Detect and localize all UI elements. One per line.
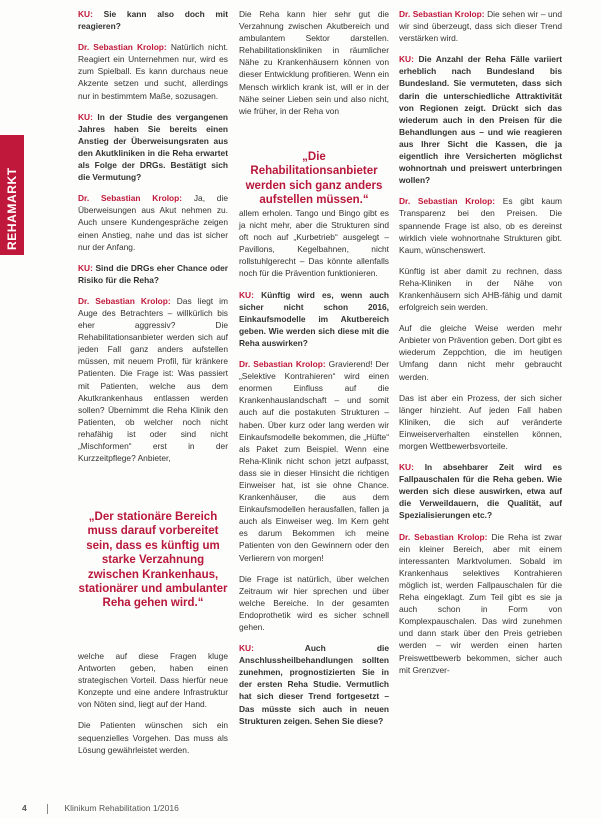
- speaker-label: Dr. Sebastian Krolop:: [239, 359, 326, 370]
- speaker-label: KU:: [78, 262, 93, 273]
- paragraph: [239, 207, 389, 280]
- paragraph: [399, 461, 562, 521]
- paragraph: [78, 719, 228, 755]
- column-1-bottom: [78, 650, 228, 765]
- paragraph-text: welche auf diese Fragen kluge Antworten geben, haben einen strategischen Vorteil. Dass hierfür neue Konzepte und eine andere Infrastruktur von Nöten sind, liegt auf der Hand.: [78, 651, 228, 710]
- paragraph-text: Künftig wird es, wenn auch sicher nicht schon 2016, Einkaufsmodelle im Akutbereich geben. Wie werden sich diese mit die Reha auswirken?: [239, 289, 389, 348]
- section-tab: [0, 135, 24, 255]
- paragraph-text: Die Patienten wünschen sich ein sequenzielles Vorgehen. Das muss als Lösung gewährleistet werden.: [78, 720, 228, 755]
- paragraph-text: Die Anzahl der Reha Fälle variiert erheblich nach Bundesland bis Bundesland. Sie vermuteten, dass sich darin die unterschiedliche Attraktivität von Regionen zeigt. Drückt sich das wiederum auch in den Preisen für die Behandlungen aus – und wie reagieren aus Ihrer Sicht die Kassen, die ja eigentlich ihre Versicherten möglichst wohnortnah und preiswert unterbringen wollen?: [399, 54, 562, 186]
- paragraph: [399, 8, 562, 44]
- footer-divider: [47, 804, 48, 814]
- paragraph: [399, 531, 562, 676]
- speaker-label: KU:: [239, 643, 254, 654]
- paragraph-text: Auf die gleiche Weise werden mehr Anbieter von Prävention geben. Dort gibt es wiederum Zeppchtion, die im heutigen Umfang dann nicht mehr gebraucht werden.: [399, 323, 562, 382]
- paragraph-text: In absehbarer Zeit wird es Fallpauschalen für die Reha geben. Wie werden sich diese auswirken, etwa auf die Verweildauern, die Qualität, auf Spezialisierungen etc.?: [399, 462, 562, 521]
- speaker-label: Dr. Sebastian Krolop:: [399, 196, 495, 207]
- paragraph-text: Auch die Anschlussheilbehandlungen sollten zunehmen, prognostizierten Sie in der ersten Reha Studie. Vermutlich hat sich dieser Trend fortgesetzt – Das müsste sich auch in neuen Strukturen zeigen. Sehen Sie diese?: [239, 643, 389, 726]
- paragraph: [399, 322, 562, 382]
- paragraph: [78, 295, 228, 464]
- paragraph: [78, 8, 228, 32]
- column-2: [239, 207, 389, 736]
- speaker-label: Dr. Sebastian Krolop:: [399, 531, 488, 542]
- section-label: REHAMARKT: [5, 167, 19, 250]
- paragraph-text: Künftig ist aber damit zu rechnen, dass Reha-Kliniken in der Nähe von Krankenhäusern sich AHB-fähig und damit erfolgreich sein werden.: [399, 265, 562, 313]
- speaker-label: Dr. Sebastian Krolop:: [78, 42, 167, 53]
- speaker-label: Dr. Sebastian Krolop:: [78, 295, 171, 306]
- speaker-label: KU:: [78, 9, 93, 19]
- paragraph: [239, 358, 389, 564]
- paragraph: [78, 650, 228, 710]
- paragraph: [239, 642, 389, 727]
- speaker-label: KU:: [399, 462, 414, 473]
- column-1: [78, 8, 228, 473]
- pull-quote-1: „Der stationäre Bereich muss darauf vorbereitet sein, dass es künftig um starke Verzahnung zwischen Krankenhaus, stationärer und ambulanter Reha gehen wird.“: [78, 511, 228, 610]
- speaker-label: Dr. Sebastian Krolop:: [399, 9, 485, 19]
- paragraph: [399, 53, 562, 186]
- speaker-label: KU:: [239, 289, 254, 300]
- paragraph-text: Gravierend! Der „Selektive Kontrahieren“ wird einen enormen Einfluss auf die Krankenhauslandschaft – und somit auch auf die postakuten Strukturen – haben. Über kurz oder lang werden wir Einkaufsmodelle bekommen, die „Hüfte“ als Paket zum Beispiel. Wenn eine Reha-Klinik nicht schon jetzt aufpasst, dass sie in dieser Hinsicht die richtigen Einweiser hat, ist sie ohne Chance. Krankenhäuser, die aus dem Einkaufsmodellen herausfallen, fallen ja auch als Einweiser weg. Im Kern geht es darum Bekommen ich meine Patienten von den Gewinnern oder den Verlierern von morgen!: [239, 359, 389, 563]
- paragraph: [239, 289, 389, 349]
- paragraph-text: Die sehen wir – und wir sind überzeugt, dass sich dieser Trend verstärken wird.: [399, 9, 562, 44]
- column-3: [399, 8, 562, 685]
- page-number: 4: [22, 803, 27, 814]
- paragraph: [78, 41, 228, 101]
- paragraph-text: Die Frage ist natürlich, über welchen Zeitraum wir hier sprechen und über welche Bereiche. In der gesamten Endoprothetik wird es sicher schnell gehen.: [239, 573, 389, 632]
- paragraph-text: Sie kann also doch mit reagieren?: [78, 9, 228, 32]
- paragraph-text: Ja, die Überweisungen aus Akut nehmen zu. Auch unsere Kundengespräche zeigen einen Anstieg, nahe und das ist sicher nur der Anfang.: [78, 193, 228, 252]
- paragraph-text: Es gibt kaum Transparenz bei den Preisen. Die spannende Frage ist also, ob es dereinst wirklich viele wohnortnahe Strukturen gibt. Kaum, wünschenswert.: [399, 196, 562, 255]
- paragraph: [78, 192, 228, 252]
- page-footer: [22, 803, 179, 814]
- column-2-top: [239, 8, 389, 126]
- paragraph: [399, 195, 562, 255]
- publication-name: Klinikum Rehabilitation 1/2016: [64, 803, 179, 814]
- paragraph-text: In der Studie des vergangenen Jahres haben Sie bereits einen Anstieg der Überweisungsraten aus den Akutkliniken in die Reha erwartet als Folge der DRGs. Bestätigt sich die Vermutung?: [78, 111, 228, 183]
- paragraph: [78, 262, 228, 286]
- paragraph-text: Natürlich nicht. Reagiert ein Unternehmen nur, wird es zum Spielball. Es kann durchaus neue Akzente setzen und sucht, allerdings nur in bestimmtem Maße, sozusagen.: [78, 42, 228, 101]
- speaker-label: KU:: [78, 111, 93, 122]
- pull-quote-2: „Die Rehabilitationsanbieter werden sich ganz anders aufstellen müssen.“: [245, 151, 383, 207]
- paragraph: [399, 392, 562, 452]
- paragraph: [239, 8, 389, 117]
- paragraph: [239, 573, 389, 633]
- speaker-label: KU:: [399, 54, 414, 65]
- paragraph-text: Sind die DRGs eher Chance oder Risiko für die Reha?: [78, 262, 228, 285]
- paragraph: [399, 265, 562, 313]
- paragraph-text: Das ist aber ein Prozess, der sich sicher länger hinzieht. Auf jeden Fall haben Kliniken, die sich auf veränderte Einweiserverhalten einstellen können, morgen Wettbewerbsvorteile.: [399, 392, 562, 451]
- paragraph-text: Die Reha kann hier sehr gut die Verzahnung zwischen Akutbereich und ambulantem Sektor darstellen. Rehabilitationskliniken in räumlicher Nähe zu Krankenhäusern können von dieser Entwicklung profitieren. Wenn ein Mensch wirklich krank ist, will er in der Nähe seiner Lieben sein und also nicht, wie früher, in der Reha von: [239, 9, 389, 116]
- paragraph: [78, 111, 228, 184]
- paragraph-text: Die Reha ist zwar ein kleiner Bereich, aber mit einem interessanten Marktvolumen. Sobald im Krankenhaus selektives Kontrahieren möglich ist, werden Fallpauschalen für die Reha eingeklagt. Zum Teil gibt es sie ja auch schon in Form von Komplexpauschalen. Das wird zunehmen und dann stark über den Preis getrieben werden – wir werden einen harten Preiswettbewerb bekommen, sicher auch mit Grenzver-: [399, 531, 562, 675]
- paragraph-text: Das liegt im Auge des Betrachters – willkürlich bis eher aggressiv? Die Rehabilitationsanbieter werden sich auf jeden Fall ganz anders aufstellen müssen, mit neuem Profil, für kränkere Patienten. Die Frage ist: Was passiert mit Patienten, welche aus dem Akutkrankenhaus entlassen werden sollen? Übernimmt die Reha Klinik den Patienten, ob welcher noch nicht rehafähig ist oder sind nicht „Mischformen“ erst in der Kurzzeitpflege? Anbieter,: [78, 295, 228, 464]
- paragraph-text: allem erholen. Tango und Bingo gibt es ja nicht mehr, aber die Strukturen sind oft noch auf „Kurbetrieb“ ausgelegt – Pavillons, Kegelbahnen, nicht rollstuhlgerecht – Das könnte allenfalls noch für die Prävention funktionieren.: [239, 208, 389, 279]
- speaker-label: Dr. Sebastian Krolop:: [78, 193, 183, 204]
